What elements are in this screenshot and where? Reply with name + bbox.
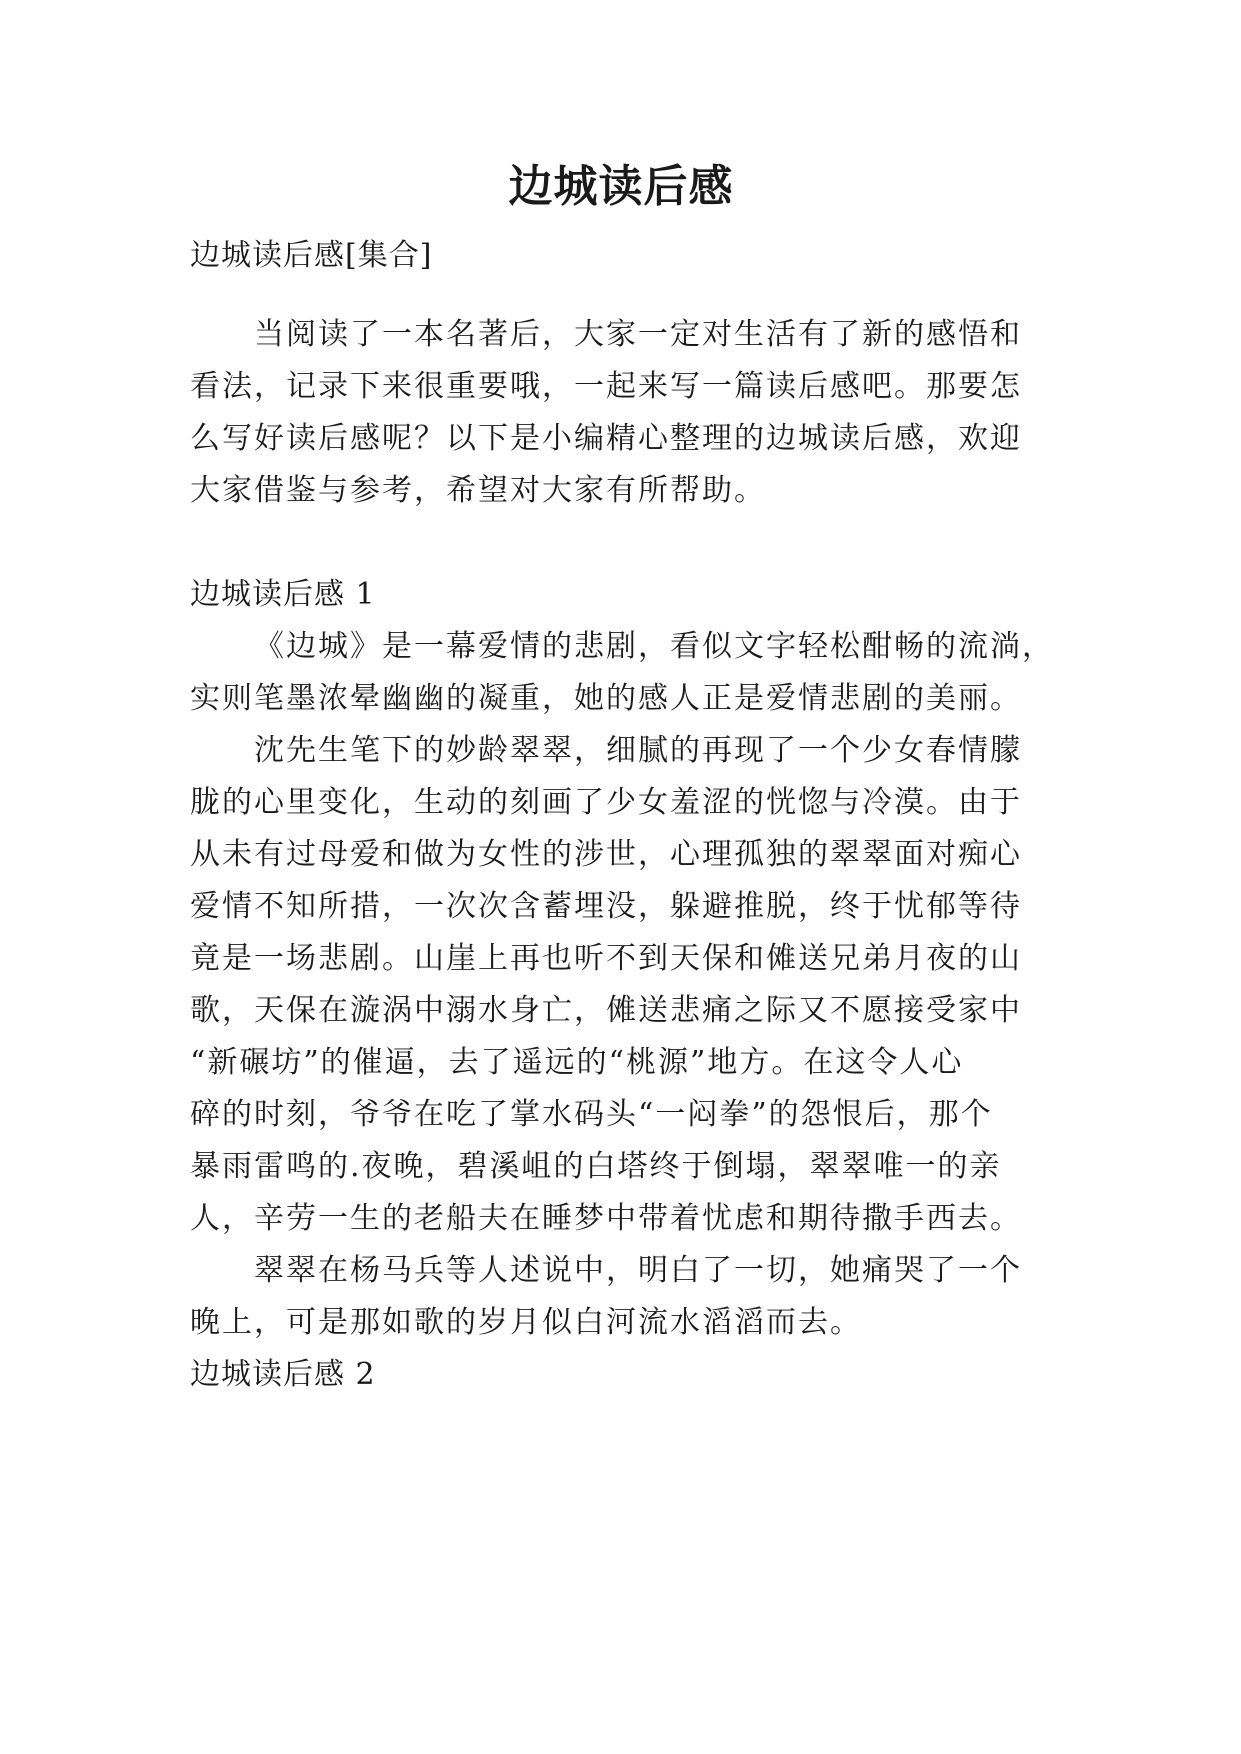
section-heading: 边城读后感 1 <box>190 577 376 612</box>
paragraph-line: 人，辛劳一生的老船夫在睡梦中带着忧虑和期待撒手西去。 <box>190 1201 1022 1236</box>
paragraph-line: 竟是一场悲剧。山崖上再也听不到天保和傩送兄弟月夜的山 <box>190 941 1022 976</box>
paragraph-line: 翠翠在杨马兵等人述说中，明白了一切，她痛哭了一个 <box>254 1253 1022 1288</box>
paragraph-line: 暴雨雷鸣的.夜晚，碧溪岨的白塔终于倒塌，翠翠唯一的亲 <box>190 1149 1002 1184</box>
paragraph-line: 《边城》是一幕爱情的悲剧，看似文字轻松酣畅的流淌， <box>254 629 1054 664</box>
paragraph-line: “新碾坊”的催逼，去了遥远的“桃源”地方。在这令人心 <box>190 1045 964 1080</box>
section-heading: 边城读后感 2 <box>190 1357 376 1392</box>
paragraph-line: 从未有过母爱和做为女性的涉世，心理孤独的翠翠面对痴心 <box>190 837 1022 872</box>
document-title: 边城读后感 <box>508 161 734 212</box>
intro-line: 么写好读后感呢？以下是小编精心整理的边城读后感，欢迎 <box>190 421 1022 456</box>
paragraph-line: 实则笔墨浓晕幽幽的凝重，她的感人正是爱情悲剧的美丽。 <box>190 681 1022 716</box>
intro-line: 大家借鉴与参考，希望对大家有所帮助。 <box>190 473 766 508</box>
document-subtitle: 边城读后感[集合] <box>190 238 433 273</box>
paragraph-line: 歌，天保在漩涡中溺水身亡，傩送悲痛之际又不愿接受家中 <box>190 993 1022 1028</box>
intro-line: 当阅读了一本名著后，大家一定对生活有了新的感悟和 <box>254 317 1022 352</box>
paragraph-line: 胧的心里变化，生动的刻画了少女羞涩的恍惚与冷漠。由于 <box>190 785 1022 820</box>
paragraph-line: 沈先生笔下的妙龄翠翠，细腻的再现了一个少女春情朦 <box>254 733 1022 768</box>
paragraph-line: 晚上，可是那如歌的岁月似白河流水滔滔而去。 <box>190 1305 862 1340</box>
intro-line: 看法，记录下来很重要哦，一起来写一篇读后感吧。那要怎 <box>190 369 1022 404</box>
paragraph-line: 爱情不知所措，一次次含蓄埋没，躲避推脱，终于忧郁等待 <box>190 889 1022 924</box>
paragraph-line: 碎的时刻，爷爷在吃了掌水码头“一闷拳”的怨恨后，那个 <box>190 1097 993 1132</box>
